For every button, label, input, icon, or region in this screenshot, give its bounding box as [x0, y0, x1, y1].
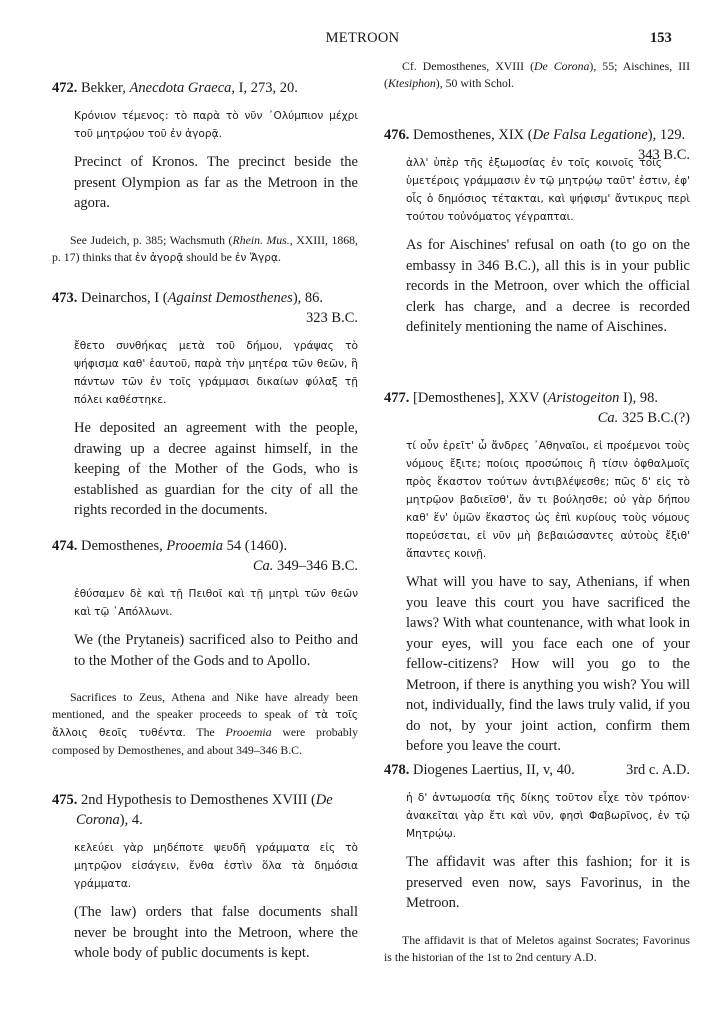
entry-heading — [52, 78, 358, 98]
entry-heading: 473. Deinarchos, I (Against Demosthenes), 86. 323 B.C. — [52, 290, 358, 326]
translation: He deposited an agreement with the people, drawing up a decree against himself, in the keeping of the Mother of the Gods, who is established as guardian for the city of all the rights recorded in the documents. — [74, 420, 358, 518]
translation: What will you have to say, Athenians, if when you leave this court you have sacrificed the laws? With what countenance, with what look in your eyes, will you face each one of your fellow-citizens? How will you go to the Metroon, if there is anything you wish? You will not, individually, find the laws truly valid, if you do not, by your joint action, confirm them before you leave the court. — [406, 574, 690, 754]
greek-text: τί οὖν ἐρεῖτ' ὦ ἄνδρες ᾿Αθηναῖοι, εἰ προέμενοι τοὺς νόμους ἔξιτε; ποίοις προσώποις ἢ τίσιν ὀφθαλμοῖς πρὸς ἕκαστον τούτων ἀντιβλέψεσθε; πῶς δ' εἰς τὸ μητρῷον βαδιεῖσθ', ἄν τι βούλησθε; οὐ γὰρ δήπου καθ' ἕν' ὑμῶν ἕκαστος ὡς ἐπὶ κυρίους τοὺς νόμους πορεύσεται, εἰ νῦν μὴ βεβαιώσαντες αὐτοὺς ἔξιθ' ἅπαντες κοινῇ. — [406, 440, 690, 560]
entry-number: 474. — [52, 538, 78, 554]
entry-474 — [52, 536, 358, 759]
source-ref: , I, 273, 20. — [231, 80, 298, 96]
greek-text: ἐθύσαμεν δὲ καὶ τῇ Πειθοῖ καὶ τῇ μητρὶ τῶν θεῶν καὶ τῷ ᾿Απόλλωνι. — [74, 588, 358, 618]
translation: As for Aischines' refusal on oath (to go on the embassy in 346 B.C.), all this is in your public records in the Metroon, over which the official clerk has charge, and a decree is recorded definitely mentioning the name of Aischines. — [406, 237, 690, 335]
entry-heading: 475. 2nd Hypothesis to Demosthenes XVIII (De Corona), 4. — [52, 792, 333, 828]
date: Ca. 349–346 B.C. — [252, 558, 358, 574]
entry-number: 475. — [52, 792, 78, 808]
entry-number: 472. — [52, 80, 78, 96]
entry-473 — [52, 288, 358, 521]
entry-heading: 478. Diogenes Laertius, II, v, 40. 3rd c. A.D. — [384, 762, 690, 778]
entry-heading: 474. Demosthenes, Prooemia 54 (1460). Ca. 349–346 B.C. — [52, 538, 358, 574]
date: 323 B.C. — [306, 310, 358, 326]
date: Ca. 325 B.C.(?) — [597, 410, 690, 426]
entry-number: 478. — [384, 762, 410, 778]
entry-number: 476. — [384, 127, 410, 143]
translation: (The law) orders that false documents shall never be brought into the Metroon, where the whole body of public documents is kept. — [74, 904, 358, 961]
translation: We (the Prytaneis) sacrificed also to Peitho and to the Mother of the Gods and to Apollo. — [74, 632, 358, 669]
translation: Precinct of Kronos. The precinct beside the present Olympion as far as the Metroon in the agora. — [74, 154, 358, 211]
entry-472 — [52, 78, 358, 267]
date: 3rd c. A.D. — [625, 762, 690, 778]
entry-478 — [384, 760, 690, 966]
source-title: Anecdota Graeca — [129, 80, 232, 96]
entry-heading: 477. [Demosthenes], XXV (Aristogeiton I), 98. Ca. 325 B.C.(?) — [384, 390, 690, 426]
greek-text: Κρόνιον τέμενος: τὸ παρὰ τὸ νῦν ᾿Ολύμπιον μέχρι τοῦ μητρῴου τοῦ ἐν ἀγορᾷ. — [74, 110, 358, 140]
greek-text: ἡ δ' ἀντωμοσία τῆς δίκης τοῦτον εἶχε τὸν τρόπον· ἀνακεῖται γὰρ ἔτι καὶ νῦν, φησὶ Φαβωρῖνος, ἐν τῷ Μητρῴῳ. — [406, 792, 690, 840]
entry-number: 473. — [52, 290, 78, 306]
translation: The affidavit was after this fashion; for it is preserved even now, says Favorinus, in the Metroon. — [406, 854, 690, 911]
entry-475 — [52, 790, 358, 964]
commentary-note: The affidavit is that of Meletos against Socrates; Favorinus is the historian of the 1st to 2nd century A.D. — [384, 932, 690, 964]
entry-476 — [384, 125, 690, 338]
entry-number: 477. — [384, 390, 410, 406]
commentary-note: Sacrifices to Zeus, Athena and Nike have already been mentioned, and the speaker proceeds to speak of τὰ τοῖς ἄλλοις θεοῖς τυθέντα. The Prooemia were probably composed by Demosthenes, and about 349–346 B.C. — [52, 690, 358, 757]
running-head: METROON — [325, 30, 400, 46]
page-number: 153 — [650, 30, 672, 46]
greek-text: κελεύει γὰρ μηδέποτε ψευδῆ γράμματα εἰς τὸ μητρῷον εἰσάγειν, ἔνθα ἐστὶν ὅλα τὰ δημόσια γράμματα. — [74, 842, 358, 890]
entry-477 — [384, 388, 690, 757]
entry-heading: 476. Demosthenes, XIX (De Falsa Legatione), 129. 343 B.C. — [384, 127, 690, 163]
cross-reference-note: Cf. Demosthenes, XVIII (De Corona), 55; Aischines, III (Ktesiphon), 50 with Schol. — [384, 59, 690, 90]
source: Bekker, — [81, 80, 130, 96]
date: 343 B.C. — [638, 147, 690, 163]
greek-text: ἔθετο συνθήκας μετὰ τοῦ δήμου, γράψας τὸ ψήφισμα καθ' ἑαυτοῦ, παρὰ τὴν μητέρα τῶν θεῶν, ἣ πάντων τῶν ἐν τοῖς γράμμασι δικαίων φύλαξ τῇ πόλει καθέστηκε. — [74, 340, 358, 406]
commentary-note: See Judeich, p. 385; Wachsmuth (Rhein. Mus., XXIII, 1868, p. 17) thinks that ἐν ἀγορᾷ should be ἐν Ἄγρᾳ. — [52, 232, 359, 264]
greek-text: ἀλλ' ὑπὲρ τῆς ἐξωμοσίας ἐν τοῖς κοινοῖς τοῖς ὑμετέροις γράμμασιν ἐν τῷ μητρῴῳ ταῦτ' ἐστιν, ἐφ' οἷς ὁ δημόσιος τέτακται, καὶ ψήφισμ' ἄντικρυς περὶ τούτου τοὐνόματος γέγραπται. — [406, 157, 690, 223]
